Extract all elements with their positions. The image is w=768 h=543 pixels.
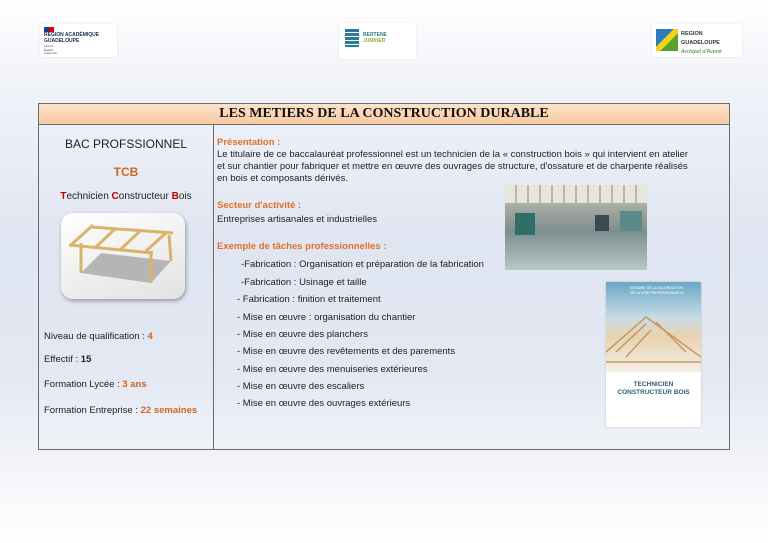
sector-text: Entreprises artisanales et industrielles bbox=[217, 214, 377, 225]
word: onstructeur bbox=[118, 191, 172, 202]
task-item: -Fabrication : Usinage et taille bbox=[241, 277, 367, 288]
qualification-level bbox=[44, 331, 153, 342]
brochure-text: SEMAINE DE LA VALORISATION bbox=[630, 286, 683, 290]
tasks-heading: Exemple de tâches professionnelles : bbox=[217, 241, 387, 252]
fact-label: Formation Entreprise : bbox=[44, 405, 141, 416]
task-item: - Mise en œuvre des ouvrages extérieurs bbox=[237, 398, 411, 409]
task-item: - Mise en œuvre : organisation du chantier bbox=[237, 312, 416, 323]
full-name bbox=[39, 191, 213, 202]
building-icon bbox=[345, 29, 359, 47]
region-emblem-icon bbox=[656, 29, 678, 51]
initial: T bbox=[60, 191, 67, 202]
initial: C bbox=[111, 191, 119, 202]
word: echnicien bbox=[66, 191, 112, 202]
motto: Liberté bbox=[44, 44, 54, 48]
timber-frame-image bbox=[61, 213, 185, 299]
logo-line: JUMINER bbox=[363, 38, 386, 44]
fact-value: 3 ans bbox=[122, 379, 147, 390]
left-column bbox=[39, 125, 214, 449]
region-academique-logo bbox=[40, 24, 117, 57]
task-item: - Mise en œuvre des escaliers bbox=[237, 381, 365, 392]
task-item: - Fabrication : finition et traitement bbox=[237, 294, 381, 305]
task-item: - Mise en œuvre des revêtements et des parements bbox=[237, 346, 456, 357]
headcount bbox=[44, 354, 91, 365]
brochure-title: TECHNICIEN bbox=[633, 381, 674, 388]
motto: Égalité bbox=[44, 47, 54, 52]
page-title: LES METIERS DE LA CONSTRUCTION DURABLE bbox=[39, 104, 729, 125]
logo-line: REGION GUADELOUPE bbox=[681, 31, 720, 46]
brochure-title: CONSTRUCTEUR BOIS bbox=[617, 389, 690, 396]
workshop-photo bbox=[505, 185, 647, 270]
region-guadeloupe-logo bbox=[652, 24, 742, 57]
word: ois bbox=[178, 191, 192, 202]
task-item: -Fabrication : Organisation et préparation de la fabrication bbox=[241, 259, 484, 270]
task-item: - Mise en œuvre des planchers bbox=[237, 329, 368, 340]
presentation-text: Le titulaire de ce baccalauréat professionnel est un technicien de la « construction bois » qui intervient en atelier bbox=[217, 149, 689, 160]
initial: B bbox=[171, 191, 179, 202]
fact-label: Niveau de qualification : bbox=[44, 331, 148, 342]
presentation-text: en bois et composants dérivés. bbox=[217, 173, 348, 184]
fact-label: Effectif : bbox=[44, 354, 81, 365]
fact-value: 4 bbox=[147, 331, 153, 342]
fact-value: 22 semaines bbox=[140, 405, 198, 416]
school-training bbox=[44, 379, 147, 390]
lycee-logo bbox=[339, 23, 416, 59]
logo-line: Archipel d'Avenir bbox=[681, 49, 722, 55]
motto: Fraternité bbox=[44, 51, 57, 55]
diploma-label: BAC PROFSSIONNEL bbox=[64, 137, 188, 151]
presentation-heading: Présentation : bbox=[217, 137, 281, 148]
sector-heading: Secteur d'activité : bbox=[217, 200, 302, 211]
logo-line: GUADELOUPE bbox=[44, 37, 80, 44]
brochure-text: DE LA VOIE PROFESSIONNELLE bbox=[630, 291, 685, 295]
logo-line: RÉGION ACADÉMIQUE bbox=[44, 32, 100, 38]
acronym: TCB bbox=[113, 165, 139, 179]
brochure-image bbox=[606, 282, 701, 427]
fact-value: 15 bbox=[80, 354, 92, 365]
company-training bbox=[44, 405, 197, 416]
logo-line: BERTENE bbox=[363, 32, 387, 38]
presentation-text: et sur chantier pour fabriquer et mettre en œuvre des ouvrages de structure, d'ossature et de charpente réalisés bbox=[217, 161, 688, 172]
fact-label: Formation Lycée : bbox=[44, 379, 123, 390]
task-item: - Mise en œuvre des menuiseries extérieures bbox=[237, 364, 428, 375]
